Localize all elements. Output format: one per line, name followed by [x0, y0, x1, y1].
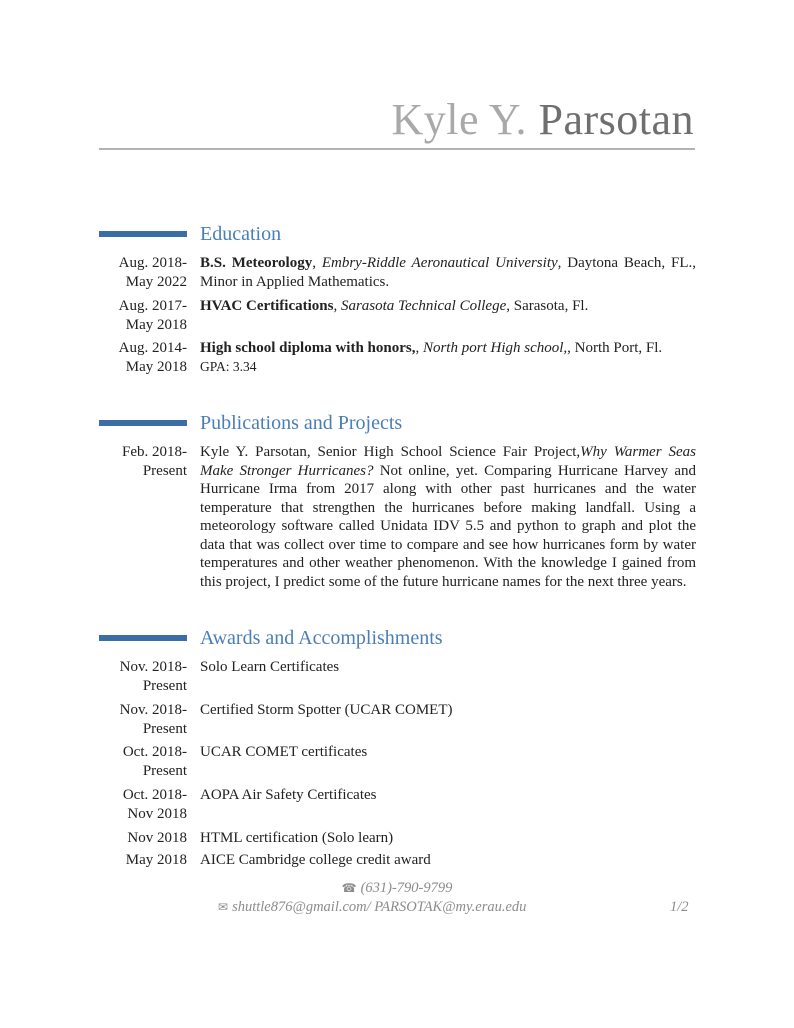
entry-date	[99, 443, 187, 480]
resume-name	[391, 92, 694, 148]
date-start: Feb. 2018-	[122, 444, 187, 460]
entry-date	[99, 297, 187, 334]
date-start: Aug. 2017-	[118, 298, 187, 314]
date-start: Aug. 2014-	[118, 340, 187, 356]
phone-number[interactable]: (631)-790-9799	[360, 880, 453, 896]
institution: North port High school,	[422, 340, 568, 356]
section-title: Education	[200, 223, 282, 245]
date-end: Nov 2018	[127, 805, 187, 822]
award-text: Solo Learn Certificates	[200, 659, 340, 675]
date-start: Oct. 2018-	[122, 744, 187, 760]
date-end: May 2018	[125, 316, 187, 333]
publication-author: Kyle Y. Parsotan, Senior High School Science Fair Project,	[200, 444, 581, 460]
entry-date	[99, 254, 187, 291]
email-address[interactable]: shuttle876@gmail.com/ PARSOTAK@my.erau.edu	[232, 899, 527, 915]
award-text: AOPA Air Safety Certificates	[200, 787, 377, 803]
date-start: Aug. 2018-	[118, 255, 187, 271]
page-number: 1/2	[670, 899, 689, 915]
entry-details: , Daytona Beach, FL., Minor in Applied Mathematics.	[200, 255, 696, 290]
institution: Embry-Riddle Aeronautical University	[321, 255, 558, 271]
date-end: Present	[142, 762, 187, 779]
publication-title: Why Warmer Seas Make Stronger Hurricanes?	[200, 444, 696, 479]
section-title: Awards and Accomplishments	[200, 627, 443, 649]
degree: HVAC Certifications	[200, 298, 334, 314]
entry-details: , Sarasota, Fl.	[506, 298, 589, 314]
mobile-phone-icon: ☎	[341, 881, 357, 895]
date-start: Nov. 2018-	[119, 702, 187, 718]
entry-date	[99, 743, 187, 780]
gpa-note: GPA: 3.34	[200, 358, 257, 374]
date-start: Oct. 2018-	[122, 787, 187, 803]
section-bar	[99, 231, 187, 237]
entry-details: , North Port, Fl.	[567, 340, 663, 356]
section-title: Publications and Projects	[200, 412, 403, 434]
award-text: UCAR COMET certificates	[200, 744, 368, 760]
section-bar	[99, 635, 187, 641]
date-end: May 2022	[125, 273, 187, 290]
entry-body	[200, 443, 696, 591]
section-publications	[99, 410, 699, 436]
email-wrap	[218, 898, 526, 916]
award-text: AICE Cambridge college credit award	[200, 852, 431, 868]
entry-body: HVAC Certifications, Sarasota Technical College, Sarasota, Fl.	[200, 298, 589, 314]
publication-description: Not online, yet. Comparing Hurricane Harvey and Hurricane Irma from 2017 along with other past hurricanes and the water temperature that strengthen the hurricanes before making landfall. Using a meteorology software called Unidata IDV 5.5 and python to graph and plot the data that was collect over time to compare and see how hurricanes form by water temperatures and other weather phenomenon. With the knowledge I gained from this project, I predict some of the future hurricane names for the next three years.	[200, 462, 696, 590]
degree: B.S. Meteorology	[200, 255, 313, 271]
entry-body: High school diploma with honors,, North port High school,, North Port, Fl. GPA: 3.34	[200, 340, 663, 374]
section-awards	[99, 625, 699, 651]
date-end: Present	[142, 677, 187, 694]
date-start: Nov. 2018-	[119, 659, 187, 675]
section-bar	[99, 420, 187, 426]
degree: High school diploma with honors,	[200, 340, 416, 356]
header-rule	[99, 148, 695, 150]
date-end: Present	[142, 720, 187, 737]
institution: Sarasota Technical College	[340, 298, 507, 314]
entry-date	[99, 339, 187, 376]
entry-date: May 2018	[125, 852, 187, 868]
entry-date	[99, 786, 187, 823]
last-name: Parsotan	[538, 95, 694, 144]
date-end: Present	[142, 462, 187, 479]
entry-date	[99, 701, 187, 738]
award-text: HTML certification (Solo learn)	[200, 830, 394, 846]
first-name: Kyle Y.	[391, 95, 527, 144]
entry-date	[99, 658, 187, 695]
date-end: May 2018	[125, 358, 187, 375]
entry-date: Nov 2018	[127, 830, 187, 846]
award-text: Certified Storm Spotter (UCAR COMET)	[200, 702, 453, 718]
section-education	[99, 221, 699, 247]
footer-phone	[0, 879, 794, 897]
entry-body: B.S. Meteorology, Embry-Riddle Aeronautical University, Daytona Beach, FL., Minor in Applied Mathematics.	[200, 255, 696, 290]
envelope-icon: ✉	[218, 900, 229, 914]
